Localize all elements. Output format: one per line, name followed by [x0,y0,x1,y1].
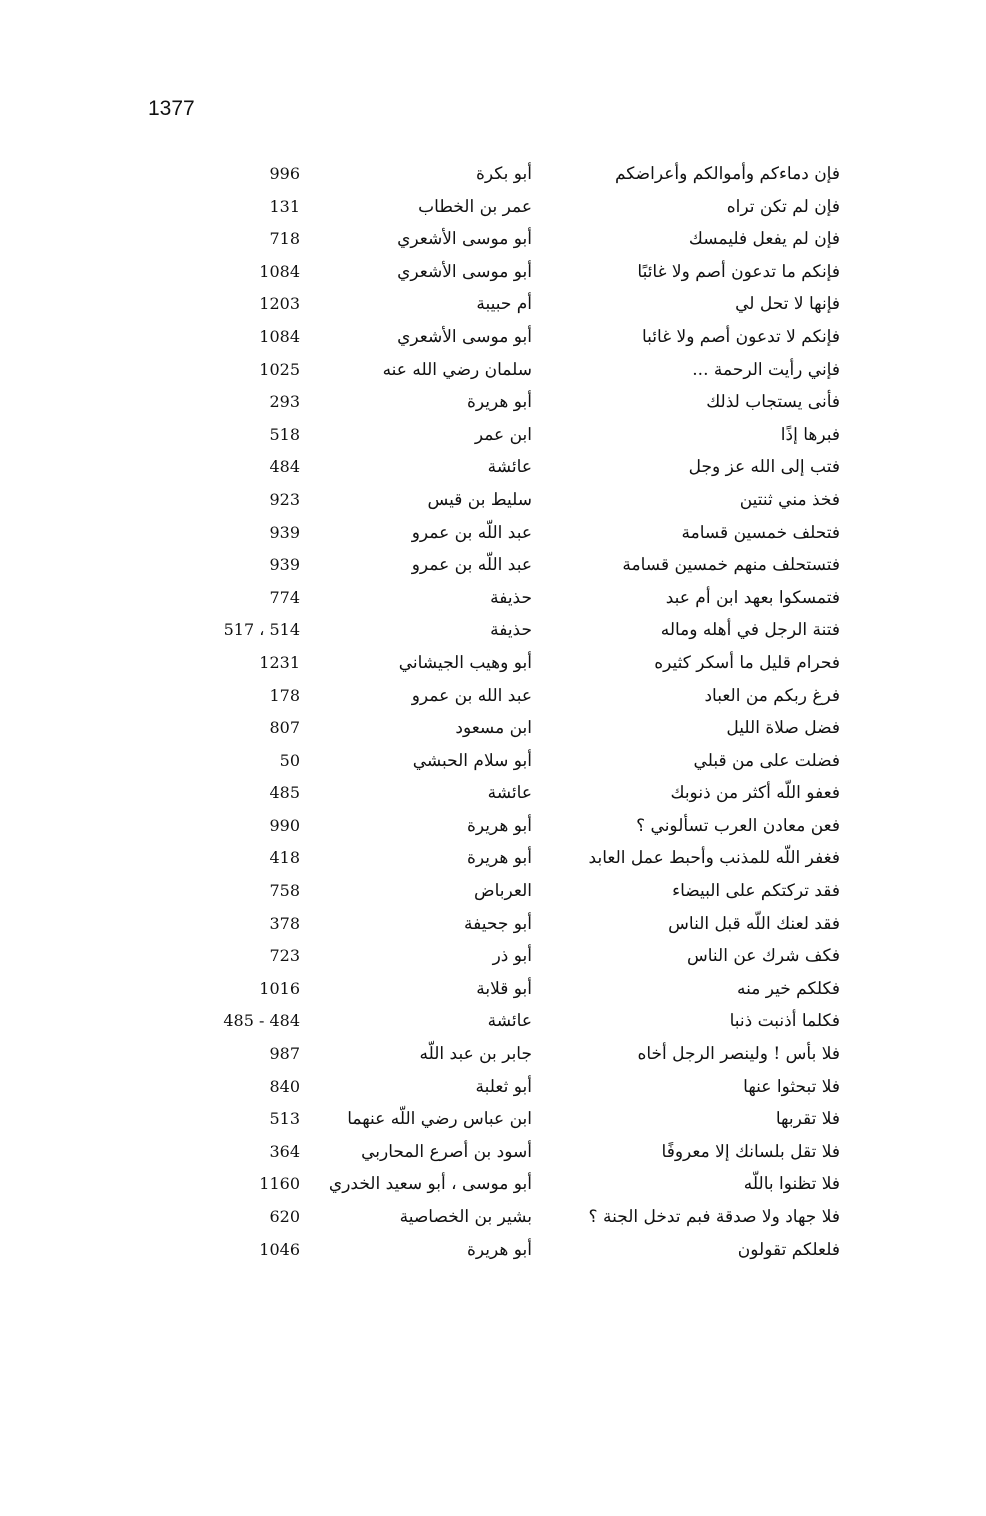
hadith-phrase: فضلت على من قبلي [693,750,840,771]
narrator-name: عمر بن الخطاب [418,196,532,217]
index-row [0,354,986,387]
narrator-name: عائشة [487,457,532,478]
page-reference: 718 [269,229,300,249]
index-row [0,1071,986,1104]
hadith-phrase: فرغ ربكم من العباد [704,685,840,706]
hadith-phrase: فتب إلى الله عز وجل [688,457,840,478]
page-reference: 840 [269,1076,300,1096]
page-reference: 1025 [259,359,300,379]
index-row [0,223,986,256]
index-row [0,386,986,419]
page-reference: 1084 [259,326,300,346]
narrator-name: أبو قلابة [476,978,532,999]
hadith-phrase: فضل صلاة الليل [726,718,840,739]
page-reference: 131 [269,196,300,216]
index-row [0,973,986,1006]
index-row [0,1168,986,1201]
narrator-name: بشير بن الخصاصية [399,1207,532,1227]
index-row [0,288,986,321]
page-reference: 939 [269,555,300,575]
page-reference: 987 [269,1044,300,1064]
index-row [0,875,986,908]
narrator-name: عبد اللّه بن عمرو [411,522,532,543]
index-row [0,419,986,452]
hadith-phrase: فلا تبحثوا عنها [743,1076,840,1097]
hadith-phrase: فإني رأيت الرحمة ... [692,359,840,380]
index-row [0,810,986,843]
narrator-name: أبو هريرة [466,848,532,869]
index-row [0,777,986,810]
narrator-name: أبو ثعلبة [475,1076,532,1097]
hadith-phrase: فتنة الرجل في أهله وماله [660,620,840,641]
narrator-name: أبو هريرة [466,1239,532,1260]
hadith-phrase: فلعلكم تقولون [737,1239,840,1260]
narrator-name: أبو ذر [492,946,532,967]
page-reference: 418 [269,848,300,868]
index-row [0,745,986,778]
hadith-phrase: فغفر اللّه للمذنب وأحبط عمل العابد [588,848,840,869]
hadith-phrase: فقد تركتكم على البيضاء [672,881,840,902]
page-reference: 293 [269,392,300,412]
narrator-name: أبو موسى ، أبو سعيد الخدري [328,1174,532,1195]
page-reference: 1203 [259,294,300,314]
hadith-phrase: فتحلف خمسين قسامة [681,522,840,543]
page-reference: 774 [269,587,300,607]
page-reference: 378 [269,913,300,933]
narrator-name: أبو هريرة [466,815,532,836]
hadith-phrase: فبرها إذًا [780,424,840,445]
page-reference: 1160 [259,1174,300,1194]
hadith-phrase: فلا بأس ! ولينصر الرجل أخاه [637,1044,840,1065]
narrator-name: عائشة [487,783,532,804]
page-reference: 178 [269,685,300,705]
hadith-phrase: فتمسكوا بعهد ابن أم عبد [665,587,840,608]
index-row [0,842,986,875]
narrator-name: أبو موسى الأشعري [397,229,532,250]
index-row [0,1234,986,1267]
index-row [0,908,986,941]
hadith-phrase: فكف شرك عن الناس [686,946,840,967]
index-row [0,1038,986,1071]
narrator-name: ابن عباس رضي اللّه عنهما [347,1109,532,1130]
narrator-name: ابن عمر [474,424,532,445]
hadith-index-table [0,158,986,1266]
index-row [0,1136,986,1169]
narrator-name: سليط بن قيس [427,489,532,510]
narrator-name: أبو موسى الأشعري [397,261,532,282]
page-reference: 1016 [259,978,300,998]
index-row [0,191,986,224]
hadith-phrase: فأنى يستجاب لذلك [706,392,840,413]
page-reference: 620 [269,1207,300,1226]
page-reference: 50 [279,750,300,770]
page-reference: 758 [269,881,300,901]
page-number: 1377 [148,97,195,120]
hadith-phrase: فإن لم تكن تراه [726,196,840,217]
page-reference: 517 ، 514 [223,620,300,640]
index-row [0,680,986,713]
index-row [0,940,986,973]
page-reference: 996 [269,164,300,183]
narrator-name: أبو وهيب الجيشاني [398,652,532,673]
hadith-phrase: فكلما أذنبت ذنبا [729,1011,840,1032]
page-reference: 485 [269,783,300,803]
page-reference: 1084 [259,261,300,281]
index-row [0,549,986,582]
index-row [0,256,986,289]
page-reference: 364 [269,1141,300,1161]
index-row [0,484,986,517]
narrator-name: أبو جحيفة [464,913,532,934]
narrator-name: حذيفة [490,620,532,641]
narrator-name: أبو بكرة [475,164,532,184]
page-reference: 807 [269,718,300,738]
hadith-phrase: فقد لعنك اللّه قبل الناس [668,913,840,934]
page-reference: 513 [269,1109,300,1129]
narrator-name: أم حبيبة [476,294,532,315]
index-row [0,1103,986,1136]
page-reference: 939 [269,522,300,542]
hadith-phrase: فلا جهاد ولا صدقة فبم تدخل الجنة ؟ [588,1207,840,1227]
narrator-name: حذيفة [490,587,532,608]
index-row [0,321,986,354]
narrator-name: عبد اللّه بن عمرو [411,555,532,576]
page-reference: 484 [269,457,300,477]
index-row [0,517,986,550]
hadith-phrase: فإن دماءكم وأموالكم وأعراضكم [614,164,840,184]
page-reference: 518 [269,424,300,444]
hadith-phrase: فحرام قليل ما أسكر كثيره [654,652,840,673]
index-row [0,647,986,680]
narrator-name: عبد الله بن عمرو [411,685,532,706]
page-reference: 485 - 484 [223,1011,300,1031]
page-reference: 1231 [259,652,300,672]
index-row [0,158,986,191]
index-row [0,1201,986,1234]
page-reference: 723 [269,946,300,966]
hadith-phrase: فإنها لا تحل لي [735,294,840,315]
narrator-name: أبو هريرة [466,392,532,413]
narrator-name: أبو موسى الأشعري [397,326,532,347]
hadith-phrase: فإنكم لا تدعون أصم ولا غائبا [641,326,840,347]
page-reference: 923 [269,489,300,509]
narrator-name: جابر بن عبد اللّه [419,1044,532,1065]
hadith-phrase: فلا تقل بلسانك إلا معروفًا [661,1141,840,1162]
index-row [0,1005,986,1038]
hadith-phrase: فعن معادن العرب تسألوني ؟ [636,815,840,836]
hadith-phrase: فعفو اللّه أكثر من ذنوبك [670,783,840,804]
page-reference: 1046 [259,1239,300,1259]
narrator-name: العرباض [474,881,532,902]
narrator-name: سلمان رضي الله عنه [382,359,532,380]
hadith-phrase: فإن لم يفعل فليمسك [688,229,840,250]
index-row [0,712,986,745]
index-row [0,451,986,484]
hadith-phrase: فكلكم خير منه [736,978,840,999]
narrator-name: ابن مسعود [455,718,532,739]
index-row [0,614,986,647]
hadith-phrase: فلا تقربها [775,1109,840,1130]
hadith-phrase: فتستحلف منهم خمسين قسامة [622,555,840,576]
narrator-name: أسود بن أصرع المحاربي [361,1141,532,1162]
hadith-phrase: فخذ مني ثنتين [739,489,840,510]
hadith-phrase: فلا تظنوا باللّه [743,1174,840,1195]
narrator-name: عائشة [487,1011,532,1032]
narrator-name: أبو سلام الحبشي [412,750,532,771]
page-reference: 990 [269,815,300,835]
hadith-phrase: فإنكم ما تدعون أصم ولا غائبًا [637,261,840,282]
index-row [0,582,986,615]
